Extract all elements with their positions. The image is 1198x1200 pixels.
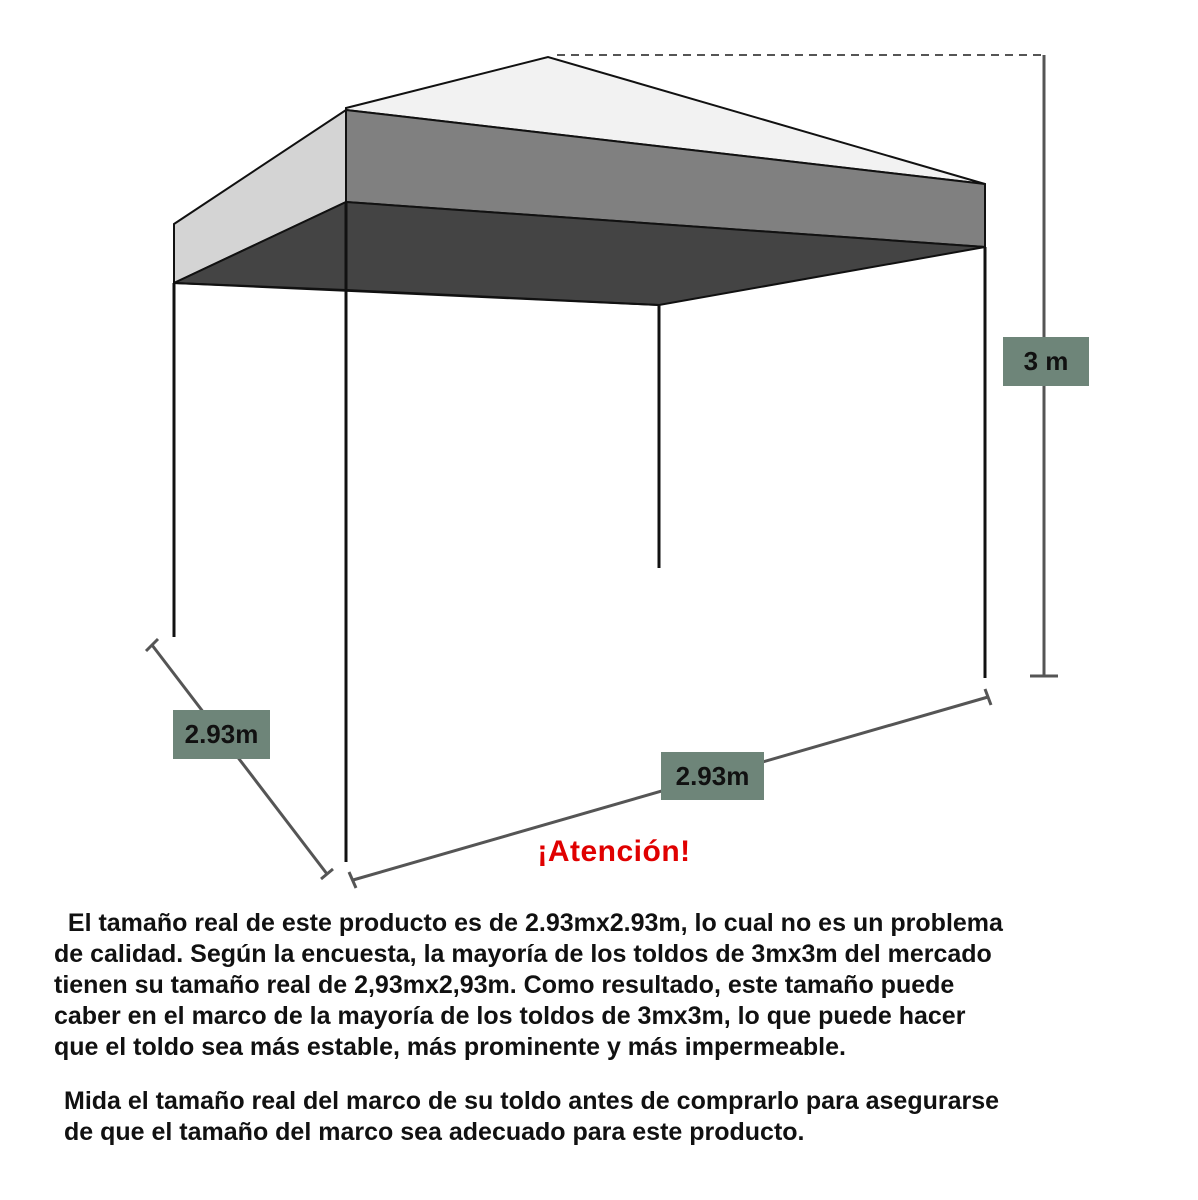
tent-legs	[174, 202, 985, 862]
notice-line: de calidad. Según la encuesta, la mayoría de los toldos de 3mx3m del mercado	[54, 940, 992, 968]
height-label: 3 m	[1003, 337, 1089, 386]
attention-heading: ¡Atención!	[537, 835, 691, 868]
notice-paragraph-size	[54, 908, 1174, 1063]
notice-line: de que el tamaño del marco sea adecuado para este producto.	[64, 1118, 805, 1146]
depth-label: 2.93m	[173, 710, 270, 759]
notice-line: Mida el tamaño real del marco de su toldo antes de comprarlo para asegurarse	[64, 1087, 1000, 1115]
notice-line: El tamaño real de este producto es de 2.93mx2.93m, lo cual no es un problema	[54, 909, 1003, 937]
notice-line: que el toldo sea más estable, más prominente y más impermeable.	[54, 1033, 846, 1061]
width-label: 2.93m	[661, 752, 764, 800]
notice-line: caber en el marco de la mayoría de los toldos de 3mx3m, lo que puede hacer	[54, 1002, 966, 1030]
notice-line: tienen su tamaño real de 2,93mx2,93m. Como resultado, este tamaño puede	[54, 971, 955, 999]
notice-paragraph-measure	[64, 1086, 1174, 1148]
